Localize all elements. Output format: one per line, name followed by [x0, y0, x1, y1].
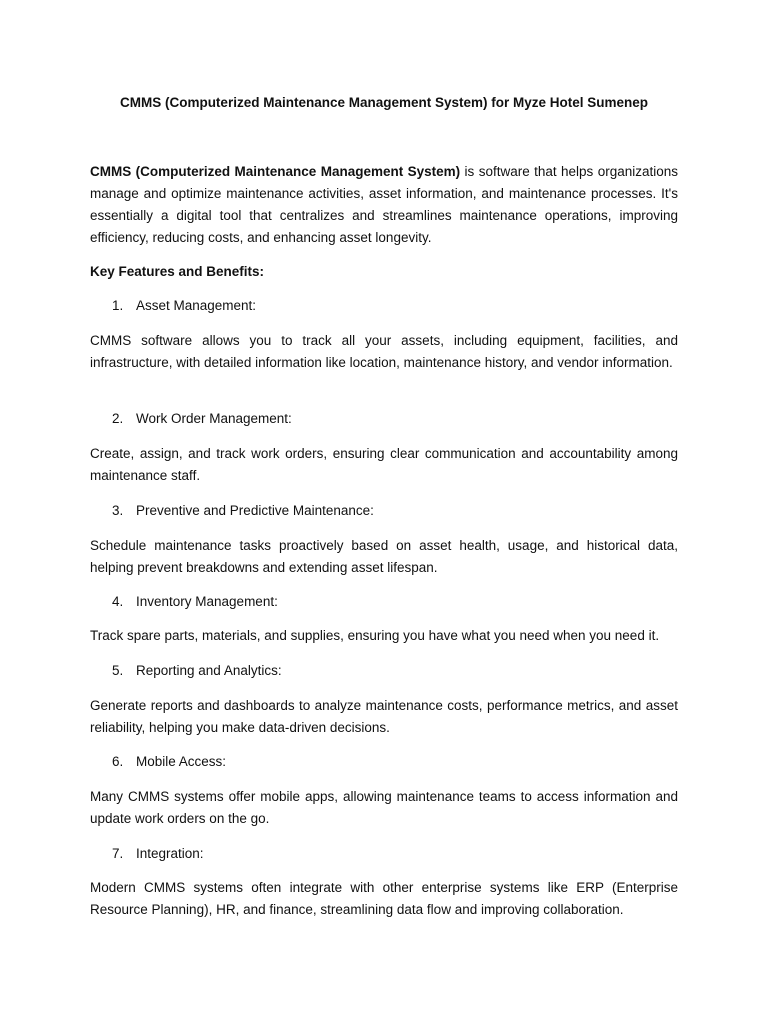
feature-name: Integration:	[136, 846, 204, 861]
feature-item-inventory-management	[112, 591, 672, 613]
feature-description-preventive-maintenance: Schedule maintenance tasks proactively based on asset health, usage, and historical data, helping prevent breakdowns and extending asset lifespan.	[90, 538, 678, 575]
intro-text: is software that helps organizations manage and optimize maintenance activities, asset information, and maintenance processes. It's essentially a digital tool that centralizes and streamlines maintenance operations, improving efficiency, reducing costs, and enhancing asset longevity.	[90, 164, 679, 245]
feature-number: 1.	[112, 298, 124, 313]
feature-item-preventive-maintenance	[112, 500, 672, 522]
feature-number: 7.	[112, 846, 124, 861]
feature-item-integration	[112, 843, 672, 865]
feature-name: Mobile Access:	[136, 754, 227, 769]
feature-number: 2.	[112, 411, 124, 426]
feature-name: Reporting and Analytics:	[136, 663, 282, 678]
feature-name: Work Order Management:	[136, 411, 292, 426]
feature-description-work-order-management: Create, assign, and track work orders, ensuring clear communication and accountability among maintenance staff.	[90, 446, 678, 483]
feature-number: 4.	[112, 594, 124, 609]
feature-description-asset-management: CMMS software allows you to track all your assets, including equipment, facilities, and infrastructure, with detailed information like location, maintenance history, and vendor information.	[90, 333, 678, 370]
feature-item-reporting-analytics	[112, 660, 672, 682]
feature-number: 3.	[112, 503, 124, 518]
intro-paragraph	[90, 161, 678, 249]
feature-number: 6.	[112, 754, 124, 769]
feature-description-reporting-analytics: Generate reports and dashboards to analyze maintenance costs, performance metrics, and asset reliability, helping you make data-driven decisions.	[90, 698, 678, 735]
feature-name: Asset Management:	[136, 298, 257, 313]
intro-bold-term: CMMS (Computerized Maintenance Management System)	[90, 164, 461, 179]
feature-item-mobile-access	[112, 751, 672, 773]
feature-item-asset-management	[112, 295, 672, 317]
feature-number: 5.	[112, 663, 124, 678]
document-title: CMMS (Computerized Maintenance Management System) for Myze Hotel Sumenep	[119, 95, 649, 110]
feature-description-inventory-management: Track spare parts, materials, and supplies, ensuring you have what you need when you need it.	[90, 628, 660, 643]
features-heading: Key Features and Benefits:	[90, 264, 265, 279]
feature-description-mobile-access: Many CMMS systems offer mobile apps, allowing maintenance teams to access information and update work orders on the go.	[90, 789, 678, 826]
feature-name: Inventory Management:	[136, 594, 278, 609]
feature-description-integration: Modern CMMS systems often integrate with other enterprise systems like ERP (Enterprise Resource Planning), HR, and finance, streamlining data flow and improving collaboration.	[90, 880, 678, 917]
feature-name: Preventive and Predictive Maintenance:	[136, 503, 374, 518]
feature-item-work-order-management	[112, 408, 672, 430]
